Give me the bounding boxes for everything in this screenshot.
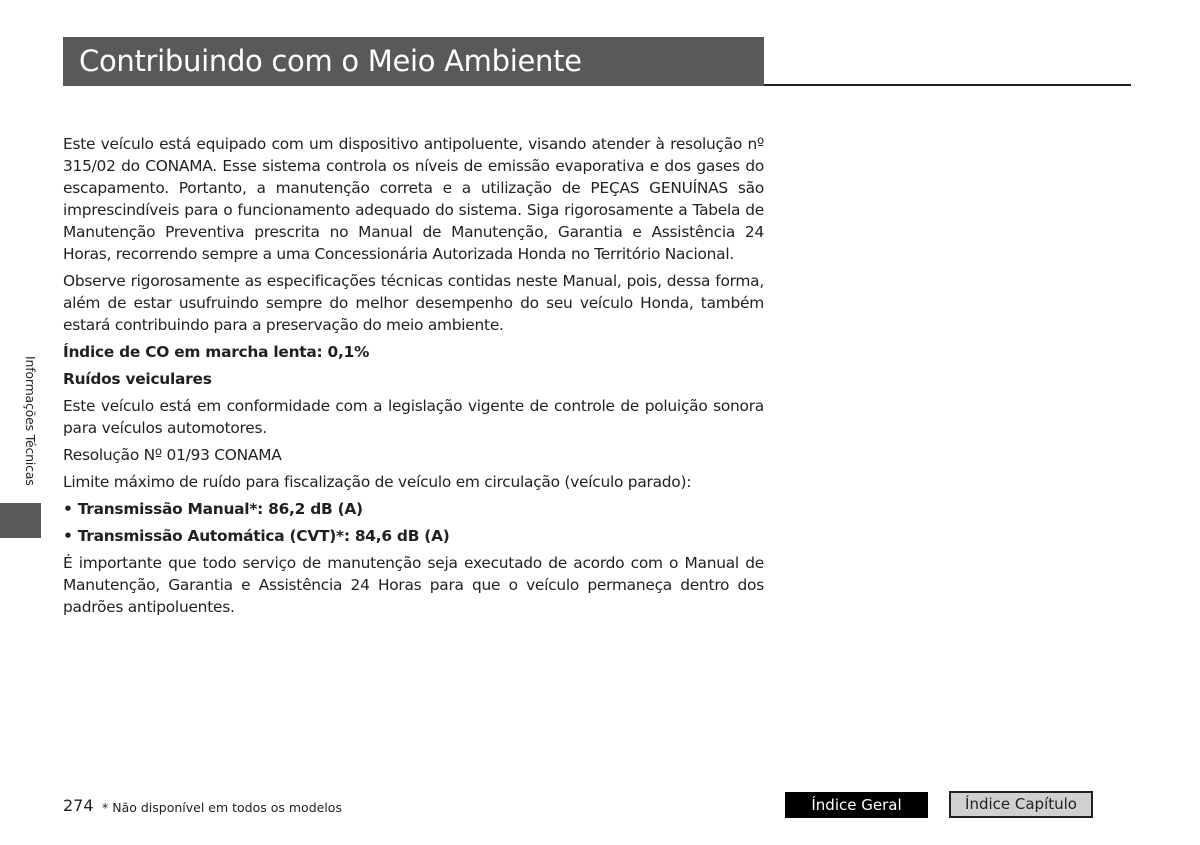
index-chapter-button[interactable]: Índice Capítulo (949, 791, 1093, 818)
page-title: Contribuindo com o Meio Ambiente (79, 44, 582, 78)
closing-paragraph: É importante que todo serviço de manutenção seja executado de acordo com o Manual de Manutenção, Garantia e Assistência 24 Horas para que o veículo permaneça dentro dos padrões antipoluentes. (63, 554, 764, 616)
automatic-transmission-item: • Transmissão Automática (CVT)*: 84,6 dB (A) (63, 527, 450, 545)
main-content (63, 133, 764, 623)
resolution-line: Resolução Nº 01/93 CONAMA (63, 446, 282, 464)
noise-heading: Ruídos veiculares (63, 370, 212, 388)
chapter-side-tab-marker[interactable] (0, 503, 41, 538)
chapter-side-tab-label[interactable]: Informações Técnicas (23, 356, 38, 486)
footnote: * Não disponível em todos os modelos (102, 800, 342, 815)
page-number: 274 (63, 796, 94, 815)
title-bar (63, 37, 764, 86)
noise-limit-intro: Limite máximo de ruído para fiscalização de veículo em circulação (veículo parado): (63, 473, 692, 491)
index-general-button[interactable]: Índice Geral (785, 792, 928, 818)
specifications-paragraph: Observe rigorosamente as especificações técnicas contidas neste Manual, pois, dessa forma, além de estar usufruindo sempre do melhor desempenho do seu veículo Honda, também estará contribuindo para a preservação do meio ambiente. (63, 272, 764, 334)
noise-paragraph: Este veículo está em conformidade com a legislação vigente de controle de poluição sonora para veículos automotores. (63, 397, 764, 437)
co-index-heading: Índice de CO em marcha lenta: 0,1% (63, 343, 370, 361)
intro-paragraph: Este veículo está equipado com um dispositivo antipoluente, visando atender à resolução nº 315/02 do CONAMA. Esse sistema controla os níveis de emissão evaporativa e dos gases do escapamento. Portanto, a manutenção correta e a utilização de PEÇAS GENUÍNAS são imprescindíveis para o funcionamento adequado do sistema. Siga rigorosamente a Tabela de Manutenção Preventiva prescrita no Manual de Manutenção, Garantia e Assistência 24 Horas, recorrendo sempre a uma Concessionária Autorizada Honda no Território Nacional. (63, 135, 764, 263)
title-rule (764, 84, 1131, 86)
manual-transmission-item: • Transmissão Manual*: 86,2 dB (A) (63, 500, 363, 518)
